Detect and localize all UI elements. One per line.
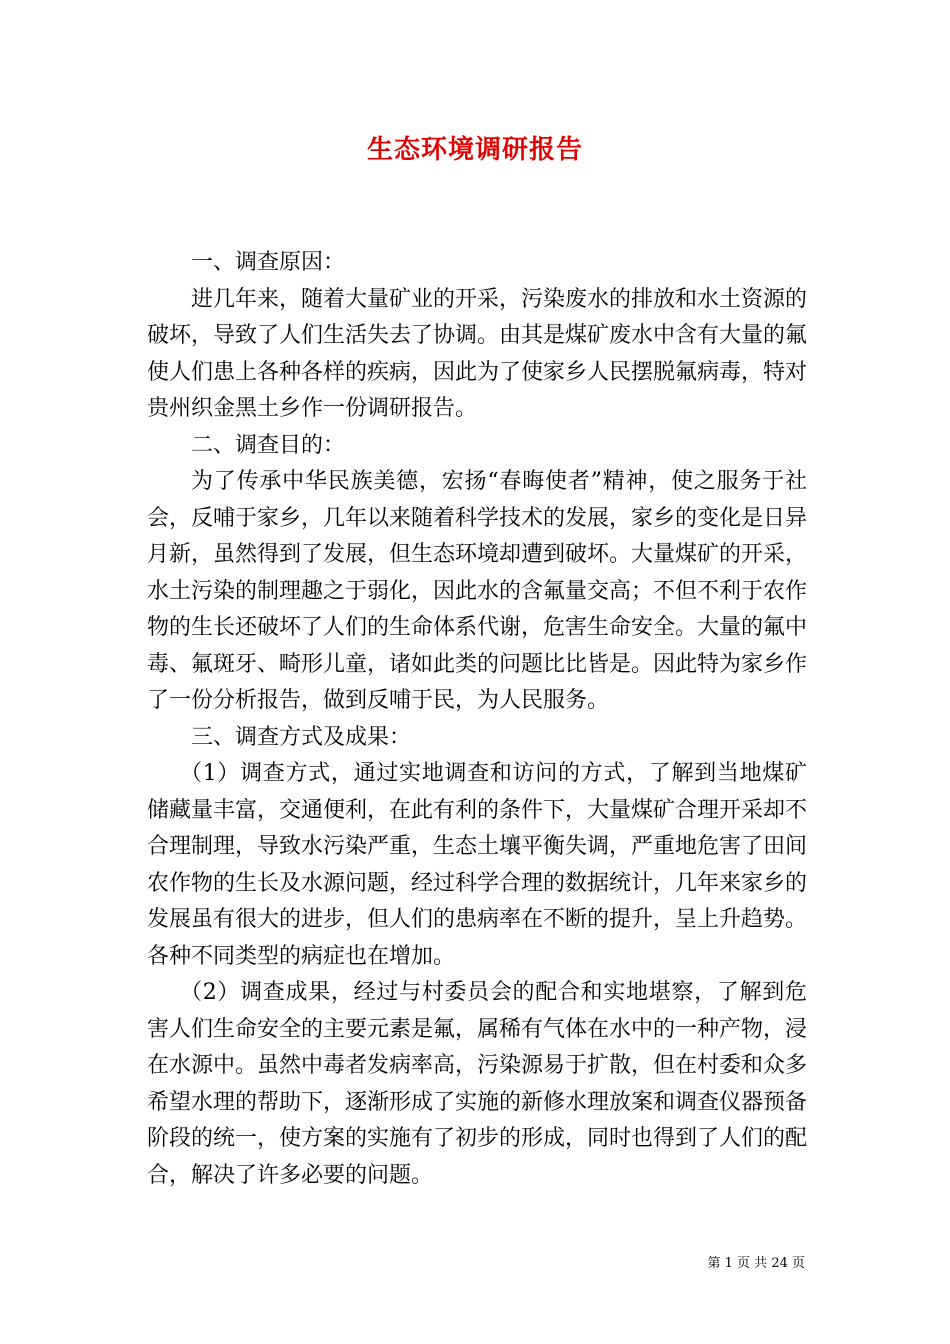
document-title: 生态环境调研报告 bbox=[366, 135, 583, 165]
paragraph-purpose: 为了传承中华民族美德，宏扬“春晦使者”精神，使之服务于社会，反哺于家乡，几年以来随着科学技术的发展，家乡的变化是日异月新，虽然得到了发展，但生态环境却遭到破坏。大量煤矿的开采，水土污染的制理趣之于弱化，因此水的含氟量交高；不但不利于农作物的生长还破坏了人们的生命体系代谢，危害生命安全。大量的氟中毒、氟斑牙、畸形儿童，诸如此类的问题比比皆是。因此特为家乡作了一份分析报告，做到反哺于民，为人民服务。 bbox=[147, 469, 808, 713]
section-heading-method: 三、调查方式及成果： bbox=[191, 724, 412, 750]
paragraph-reason: 进几年来，随着大量矿业的开采，污染废水的排放和水土资源的破坏，导致了人们生活失去了协调。由其是煤矿废水中含有大量的氟使人们患上各种各样的疾病，因此为了使家乡人民摆脱氟病毒，特对贵州织金黑土乡作一份调研报告。 bbox=[147, 286, 808, 421]
paragraph-method-2: （2）调查成果，经过与村委员会的配合和实地堪察，了解到危害人们生命安全的主要元素是氟，属稀有气体在水中的一种产物，浸在水源中。虽然中毒者发病率高，污染源易于扩散，但在村委和众多希望水理的帮助下，逐渐形成了实施的新修水理放案和调查仪器预备阶段的统一，使方案的实施有了初步的形成，同时也得到了人们的配合，解决了许多必要的问题。 bbox=[147, 980, 808, 1188]
page-number: 第 1 页 共 24 页 bbox=[707, 1256, 805, 1271]
section-heading-reason: 一、调查原因： bbox=[191, 250, 346, 275]
paragraph-method-1: （1）调查方式，通过实地调查和访问的方式，了解到当地煤矿储藏量丰富，交通便利，在此有利的条件下，大量煤矿合理开采却不合理制理，导致水污染严重，生态土壤平衡失调，严重地危害了田间农作物的生长及水源问题，经过科学合理的数据统计，几年来家乡的发展虽有很大的进步，但人们的患病率在不断的提升，呈上升趋势。各种不同类型的病症也在增加。 bbox=[147, 761, 808, 969]
section-heading-purpose: 二、调查目的： bbox=[191, 432, 346, 458]
document-body bbox=[147, 245, 807, 1194]
